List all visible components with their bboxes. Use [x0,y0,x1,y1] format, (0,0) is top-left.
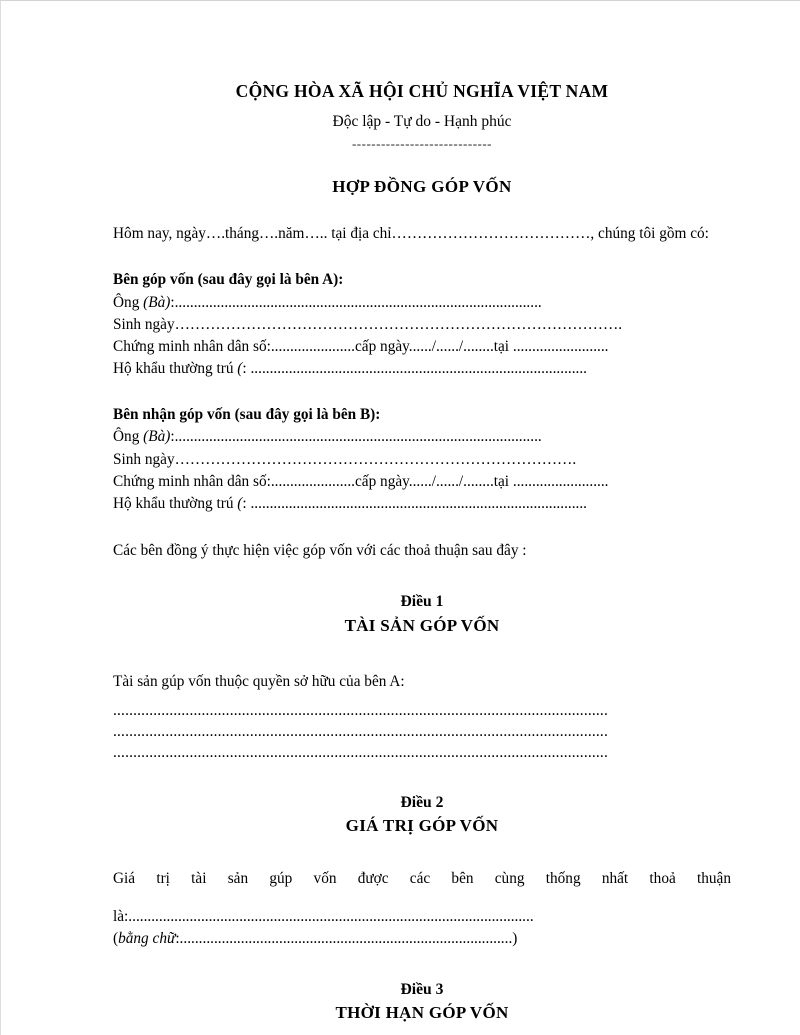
party-a-birth-label: Sinh ngày [113,315,175,333]
article-2-lead: Giá trị tài sản gúp vốn được các bên cùng thống nhất thoả thuận [113,869,731,887]
party-a-residence-field [113,358,731,380]
party-a-residence-label: Hộ khẩu thường trú [113,360,238,378]
document-sheet [1,1,800,1024]
article-2-words-open: ( [113,929,119,947]
party-a-name-alt: (Bà) [143,293,171,311]
party-b-name-blank: :................................................................................................ [170,428,542,446]
party-b-birth-blank: ……………………………………………………………………. [174,450,577,468]
party-b-birth-field [113,449,731,471]
party-a-id-field [113,336,731,358]
document-title: HỢP ĐỒNG GÓP VỐN [332,177,512,197]
article-2-words-line [113,928,731,950]
national-motto: Độc lập - Tự do - Hạnh phúc [332,112,512,130]
article-1-title: TÀI SẢN GÓP VỐN [344,615,500,635]
header-separator: ----------------------------- [351,136,493,152]
party-a-residence-mark: ( [237,360,243,378]
intro-paragraph: Hôm nay, ngày….tháng….năm….. tại địa chỉ…………………………………, chúng tôi gồm có: [113,225,709,243]
party-a-birth-field [113,314,731,336]
party-a-name-field [113,292,731,314]
party-b-id-blank: ......................cấp ngày....../....../........tại ......................... [270,472,609,490]
article-2-value-line: là:.......................................................................................................... [113,907,534,925]
party-b-name-field [113,426,731,448]
party-b-name-alt: (Bà) [143,428,171,446]
article-1-lead: Tài sản gúp vốn thuộc quyền sở hữu của bên A: [113,672,405,690]
party-a-id-blank: ......................cấp ngày....../....../........tại ......................... [270,337,609,355]
party-b-residence-label: Hộ khẩu thường trú [113,494,238,512]
party-a-residence-blank: : ........................................................................................ [242,360,588,378]
party-a-id-label: Chứng minh nhân dân số: [113,337,271,355]
party-b-residence-mark: ( [237,494,243,512]
article-1-blank-line: ........................................................................................................................... [113,722,608,740]
article-1-number: Điều 1 [400,593,444,611]
party-b-name-label: Ông [113,428,144,446]
party-b-residence-blank: : ........................................................................................ [242,494,588,512]
article-3-title: THỜI HẠN GÓP VỐN [335,1003,509,1023]
article-1-blank-line: ........................................................................................................................... [113,701,608,719]
article-3-number: Điều 3 [400,981,444,999]
agreement-paragraph: Các bên đồng ý thực hiện việc góp vốn với các thoả thuận sau đây : [113,542,527,560]
party-a-name-blank: :................................................................................................ [170,293,542,311]
national-heading: CỘNG HÒA XÃ HỘI CHỦ NGHĨA VIỆT NAM [235,81,609,101]
party-b-birth-label: Sinh ngày [113,450,175,468]
party-b-residence-field [113,493,731,515]
party-b-heading: Bên nhận góp vốn (sau đây gọi là bên B): [113,406,381,424]
article-2-number: Điều 2 [400,794,444,812]
party-a-heading: Bên góp vốn (sau đây gọi là bên A): [113,271,344,289]
article-2-words-blank: :.......................................................................................) [175,929,518,947]
article-2-words-label: bằng chữ [118,929,176,947]
article-2-title: GIÁ TRỊ GÓP VỐN [345,816,499,836]
party-b-id-label: Chứng minh nhân dân số: [113,472,271,490]
party-b-id-field [113,471,731,493]
article-1-blank-line: ........................................................................................................................... [113,744,608,762]
party-a-name-label: Ông [113,293,144,311]
party-a-birth-blank: ……………………………………………………………………………. [174,315,623,333]
